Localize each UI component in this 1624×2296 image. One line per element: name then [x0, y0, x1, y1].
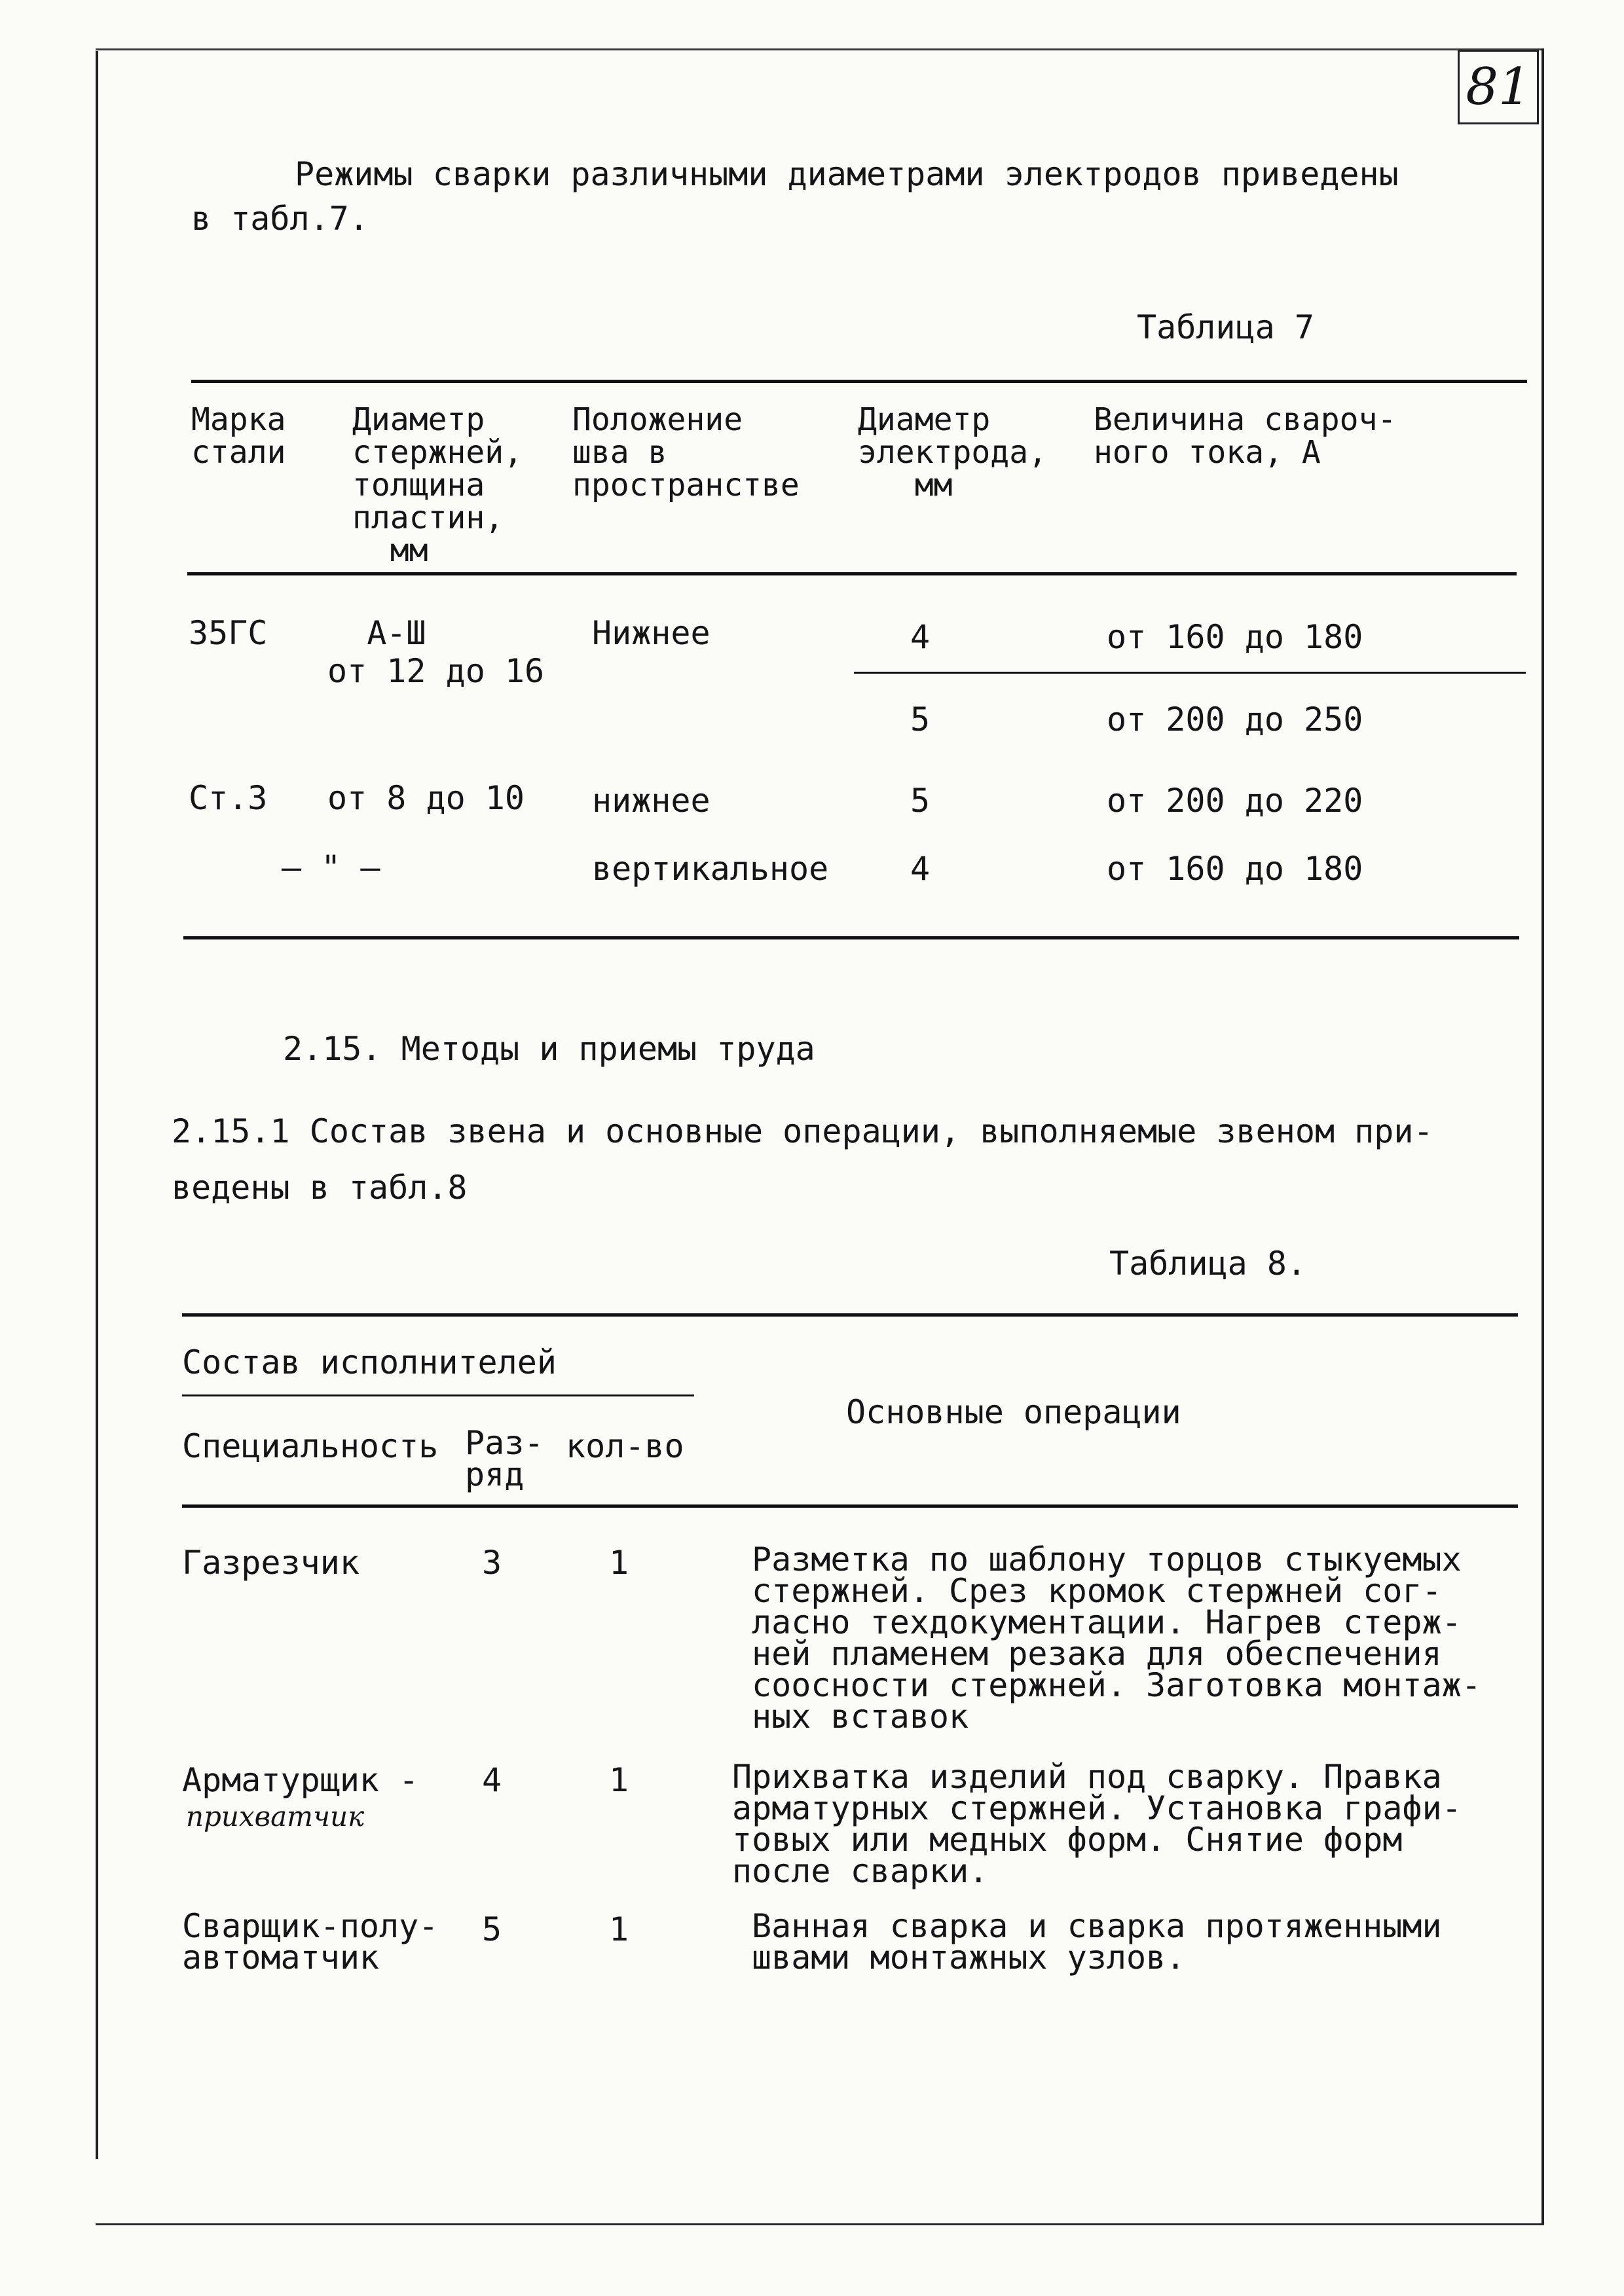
- table8-row2-count: 1: [609, 1761, 629, 1799]
- page-frame-top: [96, 48, 1544, 50]
- table8-row1-operations: Разметка по шаблону торцов стыкуемых стержней. Срез кромок стержней сог- ласно техдокументации. Нагрев стерж- ней пламенем резака для обеспечения соосности стержней. Заготовка монтаж- ных вставок: [752, 1540, 1481, 1736]
- table7-row1-position: Нижнее: [592, 614, 710, 652]
- table7-header-electrode: Диаметр электрода, мм: [858, 401, 1047, 503]
- table8-header-operations: Основные операции: [846, 1393, 1181, 1431]
- table7-row3-diameter: от 8 до 10: [327, 779, 525, 817]
- table7-header-steel: Марка стали: [191, 401, 286, 471]
- table8-group-rule: [182, 1394, 694, 1396]
- table7-row3-position: нижнее: [592, 782, 710, 820]
- table8-header-grade: Раз- ряд: [465, 1424, 544, 1493]
- table7-row1-current: от 160 до 180: [1107, 618, 1363, 656]
- table8-row1-grade: 3: [482, 1544, 502, 1582]
- table7-header-diameter: Диаметр стержней, толщина пластин, мм: [352, 401, 523, 569]
- table8-row2-operations: Прихватка изделий под сварку. Правка арматурных стержней. Установка графи- товых или медных форм. Снятие форм после сварки.: [732, 1758, 1462, 1890]
- table8-row3-grade: 5: [482, 1910, 502, 1948]
- table8-header-count: кол-во: [566, 1427, 684, 1465]
- table8-header-rule: [182, 1504, 1518, 1508]
- page-frame-right: [1541, 48, 1544, 2223]
- table8-group-header: Состав исполнителей: [182, 1343, 557, 1381]
- table8-row2-specialty-note: прихватчик: [186, 1800, 365, 1832]
- table8-row1-specialty: Газрезчик: [182, 1544, 360, 1582]
- table7-bottom-rule: [183, 936, 1519, 939]
- table7-subrule: [854, 672, 1526, 674]
- table7-caption: Таблица 7: [1137, 308, 1314, 346]
- intro-line-2: в табл.7.: [191, 200, 369, 238]
- page-frame-bottom: [96, 2223, 1544, 2225]
- table7-row2-electrode: 5: [910, 701, 931, 738]
- table7-row2-current: от 200 до 250: [1107, 701, 1363, 738]
- table8-row3-count: 1: [609, 1910, 629, 1948]
- table7-row1-diameter: А-Ш от 12 до 16: [327, 614, 545, 690]
- table8-caption: Таблица 8.: [1109, 1245, 1307, 1283]
- table7-header-rule: [187, 572, 1517, 575]
- section-paragraph-line-1: 2.15.1 Состав звена и основные операции, выполняемые звеном при-: [172, 1112, 1433, 1150]
- table8-top-rule: [182, 1313, 1518, 1317]
- table7-row4-diameter: — " —: [282, 848, 380, 886]
- table7-row1-steel: 35ГС: [189, 614, 268, 652]
- table7-row3-current: от 200 до 220: [1107, 782, 1363, 820]
- table7-row4-electrode: 4: [910, 850, 931, 888]
- table8-row3-specialty: Сварщик-полу- автоматчик: [182, 1907, 439, 1977]
- table7-row4-current: от 160 до 180: [1107, 850, 1363, 888]
- intro-line-1: Режимы сварки различными диаметрами электродов приведены: [295, 155, 1399, 193]
- table8-row2-grade: 4: [482, 1761, 502, 1799]
- table8-row3-operations: Ванная сварка и сварка протяженными швами монтажных узлов.: [752, 1907, 1442, 1977]
- table7-row3-steel: Ст.3: [189, 779, 268, 817]
- table7-row4-position: вертикальное: [592, 850, 829, 888]
- page-number: 81: [1458, 50, 1539, 124]
- table7-row3-electrode: 5: [910, 782, 931, 820]
- table8-header-specialty: Специальность: [182, 1427, 439, 1465]
- section-title: 2.15. Методы и приемы труда: [283, 1030, 815, 1068]
- table8-row1-count: 1: [609, 1544, 629, 1582]
- table7-header-current: Величина свароч- ного тока, А: [1094, 401, 1397, 471]
- table8-row2-specialty: Арматурщик -: [182, 1761, 419, 1799]
- table7-row1-electrode: 4: [910, 618, 931, 656]
- section-paragraph-line-2: ведены в табл.8: [172, 1169, 468, 1207]
- table7-header-position: Положение шва в пространстве: [572, 401, 800, 503]
- page-frame-left: [96, 51, 98, 2159]
- table7-top-rule: [191, 380, 1527, 383]
